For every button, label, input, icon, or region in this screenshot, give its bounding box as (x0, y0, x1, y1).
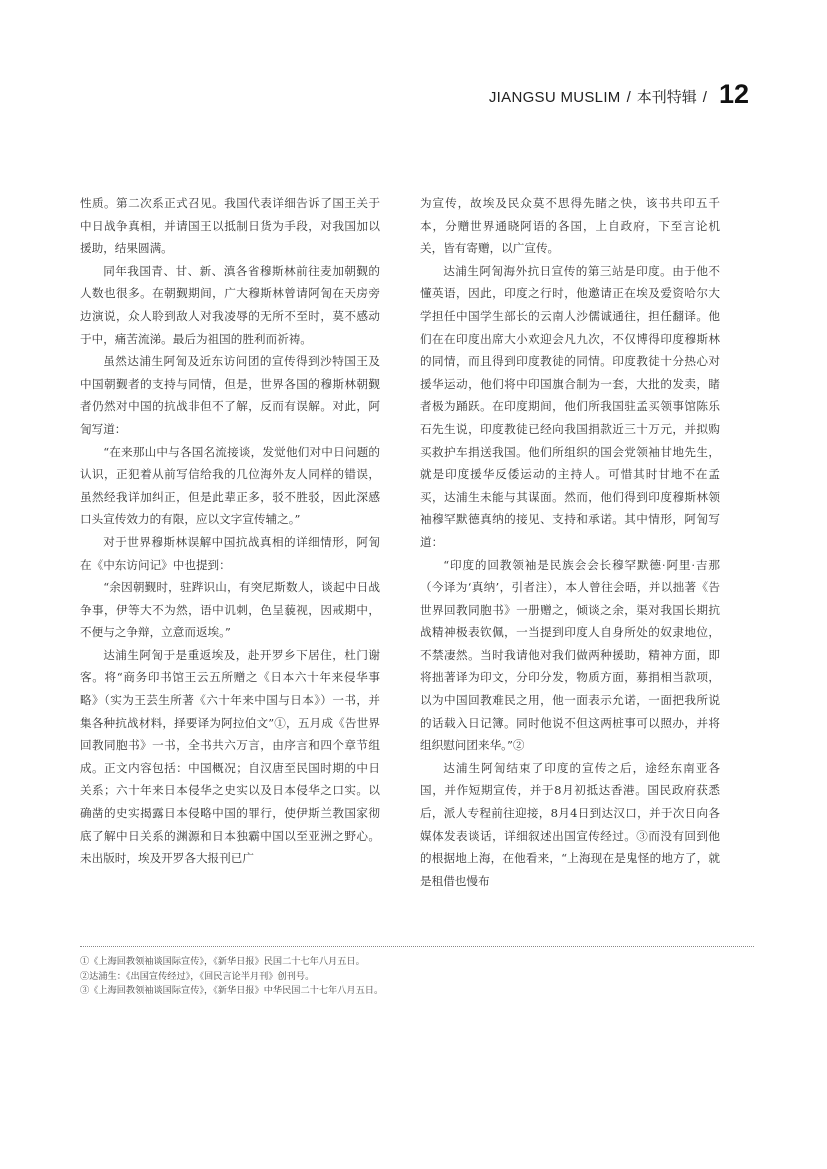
paragraph: 达浦生阿訇海外抗日宣传的第三站是印度。由于他不懂英语，因此，印度之行时，他邀请正在埃及爱资哈尔大学担任中国学生部长的云南人沙儒诚通往，担任翻译。他们在在印度出席大小欢迎会凡九次，不仅博得印度穆斯林的同情，而且得到印度教徒的同情。印度教徒十分热心对援华运动，他们将中印国旗合制为一套，大批的发卖，睹者极为踊跃。在印度期间，他们所我国驻孟买领事馆陈乐石先生说，印度教徒已经向我国捐款近三十万元，并拟购买救护车捐送我国。他们所组织的国会党领袖甘地先生，就是印度援华反倭运动的主持人。可惜其时甘地不在孟买，达浦生未能与其谋面。然而，他们得到印度穆斯林领袖穆罕默德真纳的接见、支持和承诺。其中情形，阿訇写道： (420, 263, 720, 549)
footnotes (80, 955, 754, 999)
left-column (80, 192, 380, 870)
running-header (489, 78, 749, 108)
magazine-name: JIANGSU MUSLIM (488, 89, 621, 106)
header-separator: / (626, 89, 631, 106)
paragraph: 性质。第二次系正式召见。我国代表详细告诉了国王关于中日战争真相，并请国王以抵制日货为手段，对我国加以援助，结果圆满。 (80, 196, 380, 256)
footnote: ①《上海回教领袖谈国际宣传》，《新华日报》民国二十七年八月五日。 (80, 956, 365, 967)
paragraph: 达浦生阿訇结束了印度的宣传之后，途经东南亚各国，并作短期宣传，并于8月初抵达香港。国民政府获悉后，派人专程前往迎接，8月4日到达汉口，并于次日向各媒体发表谈话，详细叙述出国宣传经过。③而没有回到他的根据地上海，在他看来，“上海现在是鬼怪的地方了，就是租借也慢布 (420, 760, 720, 888)
paragraph: 达浦生阿訇于是重返埃及，赴开罗乡下居住，杜门谢客。将“商务印书馆王云五所赠之《日本六十年来侵华事略》（实为王芸生所著《六十年来中国与日本》）一书，并集各种抗战材料，择要译为阿拉伯文”①，五月成《告世界回教同胞书》一书，全书共六万言，由序言和四个章节组成。正文内容包括：中国概况；自汉唐至民国时期的中日关系；六十年来日本侵华之史实以及日本侵华之口实。以确凿的史实揭露日本侵略中国的罪行，使伊斯兰教国家彻底了解中日关系的渊源和日本独霸中国以至亚洲之野心。未出版时，埃及开罗各大报刊已广 (80, 647, 380, 866)
quote-paragraph: “余因朝觐时，驻跸识山，有突尼斯数人，谈起中日战争事，伊等大不为然，语中讥刺，色呈藐视，因戒期中，不便与之争辩，立意而返埃。” (80, 580, 380, 640)
quote-paragraph: “印度的回教领袖是民族会会长穆罕默德·阿里·吉那（今译为‘真纳’，引者注），本人曾往会晤，并以拙著《告世界回教同胞书》一册赠之，倾谈之余，渠对我国长期抗战精神极表钦佩，一当提到印度人自身所处的奴隶地位，不禁凄然。当时我请他对我们做两种援助，精神方面，即将拙著译为印文，分印分发，物质方面，募捐相当款项，以为中国回教难民之用，他一面表示允诺，一面把我所说的话载入日记簿。同时他说不但这两桩事可以照办，并将组织慰问团来华。”② (420, 557, 720, 753)
footnote-divider (80, 946, 754, 947)
paragraph: 同年我国青、甘、新、滇各省穆斯林前往麦加朝觐的人数也很多。在朝觐期间，广大穆斯林曾请阿訇在天房旁边演说，众人聆到敌人对我凌辱的无所不至时，莫不感动于中，痛苦流涕。最后为祖国的胜利而祈祷。 (80, 263, 380, 346)
footnote: ②达浦生：《出国宣传经过》，《回民言论半月刊》创刊号。 (80, 970, 315, 982)
quote-paragraph: “在来那山中与各国名流接谈，发觉他们对中日问题的认识，正犯着从前写信给我的几位海外友人同样的错误，虽然经我详加纠正，但是此辈正多，驳不胜驳，因此深感口头宣传效力的有限，应以文字宣传辅之。” (80, 444, 380, 527)
section-name: 本刊特辑 (636, 89, 697, 106)
page-number: 12 (718, 79, 749, 109)
paragraph: 为宣传，故埃及民众莫不思得先睹之快，该书共印五千本，分赠世界通晓阿语的各国，上自政府，下至言论机关，皆有寄赠，以广宣传。 (420, 196, 720, 256)
footnote: ③《上海回教领袖谈国际宣传》，《新华日报》中华民国二十七年八月五日。 (80, 985, 384, 996)
paragraph: 对于世界穆斯林误解中国抗战真相的详细情形，阿訇在《中东访问记》中也提到： (80, 534, 380, 572)
right-column (420, 192, 720, 892)
paragraph: 虽然达浦生阿訇及近东访问团的宣传得到沙特国王及中国朝觐者的支持与同情，但是，世界各国的穆斯林朝觐者仍然对中国的抗战非但不了解，反而有误解。对此，阿訇写道： (80, 354, 380, 436)
header-separator: / (702, 89, 707, 106)
